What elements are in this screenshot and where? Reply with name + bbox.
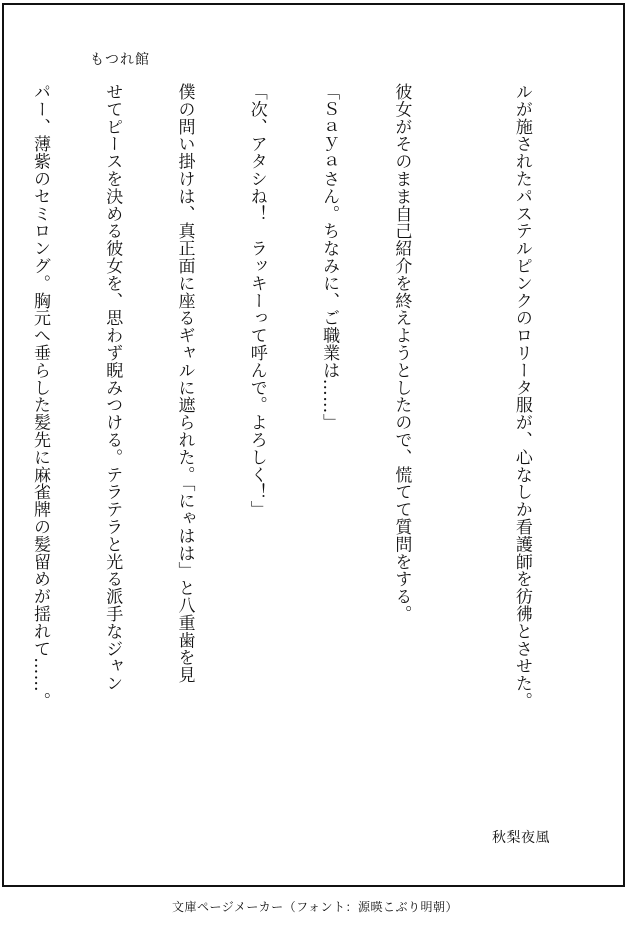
book-page xyxy=(2,3,625,887)
text-line: せてピースを決める彼女を、思わず睨みつける。テラテラと光る派手なジャン xyxy=(102,83,123,692)
book-title: もつれ館 xyxy=(90,52,150,68)
author-name: 秋梨夜風 xyxy=(492,830,550,846)
text-line: パー、薄紫のセミロング。胸元へ垂らした髪先に麻雀牌の髪留めが揺れて……。 xyxy=(29,83,50,710)
vertical-body-text xyxy=(29,83,582,803)
footer-caption: 文庫ページメーカー（フォント：源暎こぶり明朝） xyxy=(171,900,459,914)
text-line: 「Ｓａｙａさん。ちなみに、ご職業は……」 xyxy=(319,83,340,431)
text-line: 僕の問い掛けは、真正面に座るギャルに遮られた。「にゃはは」と八重歯を見 xyxy=(174,83,195,684)
text-line: ルが施されたパステルピンクのロリータ服が、心なしか看護師を彷彿とさせた。 xyxy=(511,83,532,710)
text-line: 「次、アタシね！ ラッキーって呼んで。よろしく！」 xyxy=(246,83,267,518)
text-line: 彼女がそのまま自己紹介を終えようとしたので、慌てて質問をする。 xyxy=(391,83,412,623)
